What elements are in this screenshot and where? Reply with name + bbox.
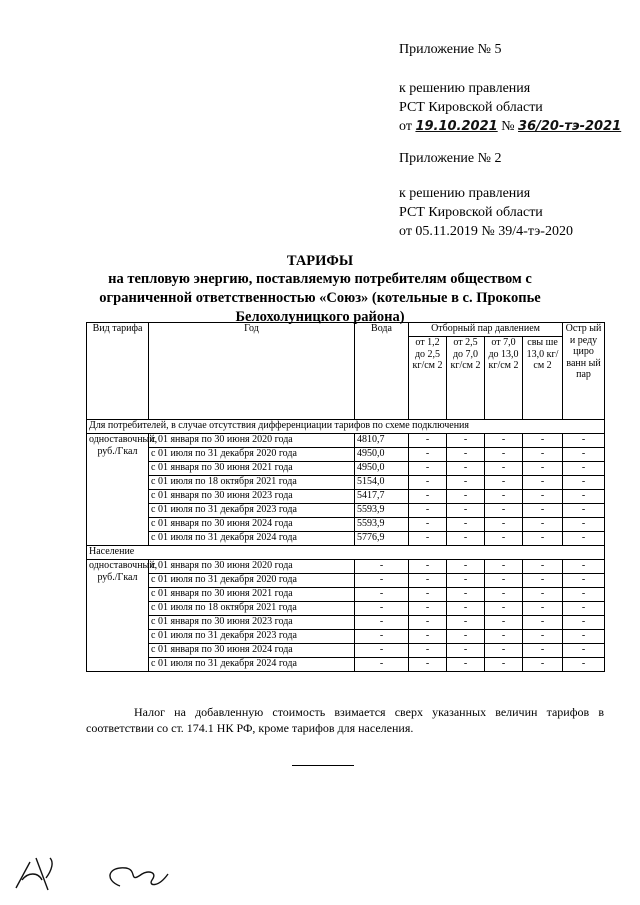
steam-value-cell: - — [409, 532, 447, 546]
steam-value-cell: - — [563, 434, 605, 448]
steam-value-cell: - — [563, 518, 605, 532]
period-cell: с 01 июля по 18 октября 2021 года — [149, 476, 355, 490]
steam-value-cell: - — [523, 504, 563, 518]
water-value-cell: - — [355, 602, 409, 616]
doc-subtitle-line1: на тепловую энергию, поставляемую потребителям обществом с — [108, 271, 532, 287]
steam-value-cell: - — [485, 504, 523, 518]
steam-value-cell: - — [447, 560, 485, 574]
table-row — [87, 462, 605, 476]
table-row — [87, 448, 605, 462]
period-cell: с 01 июля по 31 декабря 2023 года — [149, 504, 355, 518]
water-value-cell: 4810,7 — [355, 434, 409, 448]
period-cell: с 01 января по 30 июня 2020 года — [149, 434, 355, 448]
steam-value-cell: - — [447, 616, 485, 630]
table-row — [87, 490, 605, 504]
steam-value-cell: - — [409, 630, 447, 644]
steam-value-cell: - — [523, 490, 563, 504]
doc-subtitle-line2: ограниченной ответственностью «Союз» (котельные в с. Прокопье — [99, 290, 541, 306]
water-value-cell: - — [355, 574, 409, 588]
steam-value-cell: - — [485, 518, 523, 532]
table-row — [87, 434, 605, 448]
appendix-2-line1: к решению правления — [399, 186, 531, 201]
water-value-cell: - — [355, 644, 409, 658]
steam-value-cell: - — [409, 588, 447, 602]
steam-value-cell: - — [563, 504, 605, 518]
steam-value-cell: - — [447, 518, 485, 532]
steam-value-cell: - — [523, 644, 563, 658]
period-cell: с 01 января по 30 июня 2024 года — [149, 518, 355, 532]
steam-value-cell: - — [447, 630, 485, 644]
steam-value-cell: - — [447, 602, 485, 616]
steam-value-cell: - — [523, 518, 563, 532]
steam-value-cell: - — [485, 560, 523, 574]
appendix-2-line2: РСТ Кировской области — [399, 205, 543, 220]
water-value-cell: 4950,0 — [355, 448, 409, 462]
table-row — [87, 616, 605, 630]
water-value-cell: - — [355, 560, 409, 574]
period-cell: с 01 января по 30 июня 2021 года — [149, 462, 355, 476]
period-cell: с 01 июля по 18 октября 2021 года — [149, 602, 355, 616]
appendix-5-decree — [399, 117, 621, 137]
steam-value-cell: - — [447, 644, 485, 658]
signature — [8, 850, 208, 900]
appendix-2-line3: от 05.11.2019 № 39/4-тэ-2020 — [399, 224, 573, 239]
header-tariff-type: Вид тарифа — [87, 323, 149, 420]
steam-value-cell: - — [563, 532, 605, 546]
steam-value-cell: - — [485, 532, 523, 546]
appendix-5-line1: к решению правления — [399, 81, 531, 96]
appendix-5-line2: РСТ Кировской области — [399, 100, 543, 115]
period-cell: с 01 января по 30 июня 2023 года — [149, 616, 355, 630]
steam-value-cell: - — [485, 588, 523, 602]
steam-value-cell: - — [409, 560, 447, 574]
decree-no-prefix: № — [501, 119, 515, 134]
steam-value-cell: - — [447, 504, 485, 518]
period-cell: с 01 июля по 31 декабря 2023 года — [149, 630, 355, 644]
tariff-type-cell: одноставочный, руб./Гкал — [87, 560, 149, 672]
steam-value-cell: - — [409, 574, 447, 588]
steam-value-cell: - — [523, 462, 563, 476]
steam-value-cell: - — [447, 588, 485, 602]
steam-value-cell: - — [563, 588, 605, 602]
steam-value-cell: - — [523, 630, 563, 644]
steam-value-cell: - — [447, 658, 485, 672]
table-row — [87, 560, 605, 574]
water-value-cell: - — [355, 658, 409, 672]
header-steam-4: свы ше 13,0 кг/см 2 — [523, 337, 563, 420]
period-cell: с 01 января по 30 июня 2020 года — [149, 560, 355, 574]
steam-value-cell: - — [485, 448, 523, 462]
decree-number-handwritten: 36/20-тэ-2021 — [518, 119, 622, 134]
header-year: Год — [149, 323, 355, 420]
table-row — [87, 658, 605, 672]
steam-value-cell: - — [563, 602, 605, 616]
steam-value-cell: - — [523, 532, 563, 546]
header-steam-3: от 7,0 до 13,0 кг/см 2 — [485, 337, 523, 420]
period-cell: с 01 января по 30 июня 2023 года — [149, 490, 355, 504]
steam-value-cell: - — [447, 462, 485, 476]
steam-value-cell: - — [563, 476, 605, 490]
steam-value-cell: - — [447, 532, 485, 546]
table-row — [87, 588, 605, 602]
water-value-cell: 5776,9 — [355, 532, 409, 546]
period-cell: с 01 июля по 31 декабря 2020 года — [149, 448, 355, 462]
steam-value-cell: - — [447, 490, 485, 504]
water-value-cell: 5154,0 — [355, 476, 409, 490]
steam-value-cell: - — [485, 602, 523, 616]
separator-line — [292, 765, 354, 766]
table-row — [87, 630, 605, 644]
vat-footnote: Налог на добавленную стоимость взимается сверх указанных величин тарифов в соответствии со ст. 174.1 НК РФ, кроме тарифов для населения. — [86, 705, 604, 735]
steam-value-cell: - — [485, 462, 523, 476]
steam-value-cell: - — [485, 490, 523, 504]
steam-value-cell: - — [409, 658, 447, 672]
steam-value-cell: - — [409, 462, 447, 476]
steam-value-cell: - — [409, 518, 447, 532]
steam-value-cell: - — [485, 476, 523, 490]
steam-value-cell: - — [485, 644, 523, 658]
appendix-2-title: Приложение № 2 — [399, 151, 502, 166]
table-row — [87, 532, 605, 546]
steam-value-cell: - — [485, 574, 523, 588]
steam-value-cell: - — [485, 434, 523, 448]
water-value-cell: 5593,9 — [355, 518, 409, 532]
steam-value-cell: - — [409, 644, 447, 658]
section-general: Для потребителей, в случае отсутствия дифференциации тарифов по схеме подключения — [87, 420, 605, 434]
steam-value-cell: - — [563, 658, 605, 672]
appendix-5-title: Приложение № 5 — [399, 42, 502, 57]
steam-value-cell: - — [563, 644, 605, 658]
steam-value-cell: - — [563, 448, 605, 462]
steam-value-cell: - — [523, 658, 563, 672]
steam-value-cell: - — [409, 616, 447, 630]
steam-value-cell: - — [523, 574, 563, 588]
steam-value-cell: - — [523, 602, 563, 616]
water-value-cell: 5593,9 — [355, 504, 409, 518]
doc-title: ТАРИФЫ — [286, 253, 354, 269]
steam-value-cell: - — [523, 560, 563, 574]
table-row — [87, 476, 605, 490]
water-value-cell: 5417,7 — [355, 490, 409, 504]
water-value-cell: - — [355, 630, 409, 644]
header-steam: Отборный пар давлением — [409, 323, 563, 337]
steam-value-cell: - — [563, 574, 605, 588]
steam-value-cell: - — [409, 434, 447, 448]
steam-value-cell: - — [523, 588, 563, 602]
steam-value-cell: - — [523, 476, 563, 490]
steam-value-cell: - — [485, 630, 523, 644]
steam-value-cell: - — [563, 630, 605, 644]
table-row — [87, 644, 605, 658]
period-cell: с 01 июля по 31 декабря 2020 года — [149, 574, 355, 588]
steam-value-cell: - — [563, 616, 605, 630]
header-sharp-steam: Остр ый и реду циро ванн ый пар — [563, 323, 605, 420]
steam-value-cell: - — [409, 490, 447, 504]
steam-value-cell: - — [563, 560, 605, 574]
header-steam-2: от 2,5 до 7,0 кг/см 2 — [447, 337, 485, 420]
header-water: Вода — [355, 323, 409, 420]
decree-from-prefix: от — [399, 119, 412, 134]
steam-value-cell: - — [563, 462, 605, 476]
period-cell: с 01 июля по 31 декабря 2024 года — [149, 658, 355, 672]
header-steam-1: от 1,2 до 2,5 кг/см 2 — [409, 337, 447, 420]
steam-value-cell: - — [485, 658, 523, 672]
table-row — [87, 518, 605, 532]
table-row — [87, 504, 605, 518]
steam-value-cell: - — [523, 616, 563, 630]
period-cell: с 01 января по 30 июня 2024 года — [149, 644, 355, 658]
steam-value-cell: - — [447, 574, 485, 588]
steam-value-cell: - — [485, 616, 523, 630]
steam-value-cell: - — [563, 490, 605, 504]
decree-date-handwritten: 19.10.2021 — [415, 119, 498, 134]
table-row — [87, 574, 605, 588]
steam-value-cell: - — [523, 448, 563, 462]
water-value-cell: - — [355, 588, 409, 602]
steam-value-cell: - — [409, 448, 447, 462]
steam-value-cell: - — [409, 504, 447, 518]
table-row — [87, 602, 605, 616]
steam-value-cell: - — [409, 602, 447, 616]
tariff-table — [86, 322, 605, 672]
doc-subtitle-line3: Белохолуницкого района) — [235, 309, 405, 325]
water-value-cell: - — [355, 616, 409, 630]
steam-value-cell: - — [447, 434, 485, 448]
steam-value-cell: - — [409, 476, 447, 490]
section-population: Население — [87, 546, 605, 560]
period-cell: с 01 января по 30 июня 2021 года — [149, 588, 355, 602]
steam-value-cell: - — [523, 434, 563, 448]
steam-value-cell: - — [447, 476, 485, 490]
period-cell: с 01 июля по 31 декабря 2024 года — [149, 532, 355, 546]
tariff-type-cell: одноставочный, руб./Гкал — [87, 434, 149, 546]
water-value-cell: 4950,0 — [355, 462, 409, 476]
steam-value-cell: - — [447, 448, 485, 462]
